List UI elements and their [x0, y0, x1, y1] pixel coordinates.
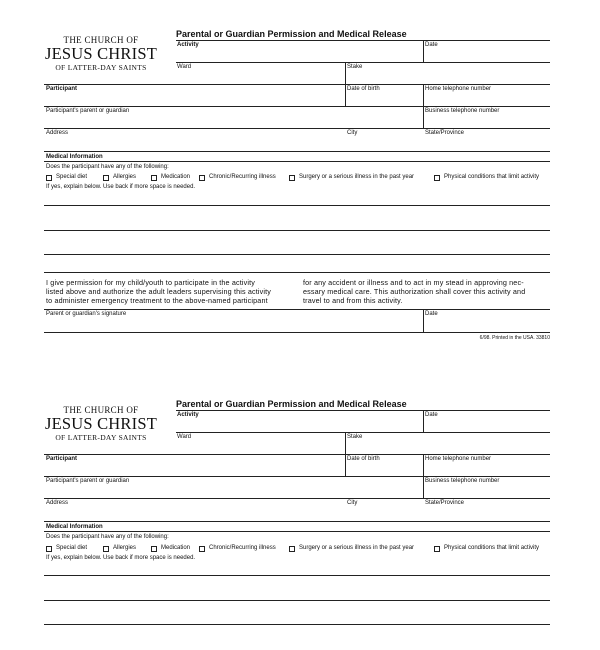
- checkbox[interactable]: [434, 175, 440, 181]
- logo-line-3: OF LATTER-DAY SAINTS: [55, 433, 147, 442]
- explain-note: If yes, explain below. Use back if more space is needed.: [46, 184, 196, 190]
- option-surgery[interactable]: [289, 174, 434, 181]
- option-allergies[interactable]: [103, 174, 151, 181]
- option-label: Medication: [161, 545, 191, 551]
- option-special-diet[interactable]: [46, 545, 103, 552]
- explain-line[interactable]: [44, 254, 550, 255]
- option-chronic-illness[interactable]: [199, 174, 289, 181]
- checkbox[interactable]: [151, 175, 157, 181]
- stake-field[interactable]: Stake: [347, 64, 363, 70]
- explain-line[interactable]: [44, 230, 550, 231]
- divider: [345, 62, 346, 84]
- divider: [345, 454, 346, 476]
- divider: [345, 432, 346, 454]
- business-phone-field[interactable]: Business telephone number: [425, 478, 500, 484]
- option-label: Medication: [161, 174, 191, 180]
- divider: [44, 161, 550, 162]
- divider: [423, 454, 424, 476]
- option-label: Physical conditions that limit activity: [444, 545, 540, 551]
- church-logo: [42, 405, 160, 442]
- permission-line: I give permission for my child/youth to participate in the activity: [46, 278, 255, 287]
- option-physical-conditions[interactable]: [434, 545, 539, 552]
- checkbox[interactable]: [434, 546, 440, 552]
- checkbox[interactable]: [151, 546, 157, 552]
- permission-line: travel to and from this activity.: [303, 296, 403, 306]
- medical-options: [46, 174, 539, 181]
- signature-date-field[interactable]: Date: [425, 311, 438, 317]
- divider: [44, 309, 550, 310]
- divider: [345, 84, 346, 106]
- activity-field[interactable]: Activity: [177, 412, 199, 418]
- checkbox[interactable]: [46, 175, 52, 181]
- divider: [44, 498, 550, 499]
- option-chronic-illness[interactable]: [199, 545, 289, 552]
- logo-line-1: THE CHURCH OF: [63, 405, 139, 415]
- date-of-birth-field[interactable]: Date of birth: [347, 456, 380, 462]
- explain-note: If yes, explain below. Use back if more space is needed.: [46, 555, 196, 561]
- checkbox[interactable]: [199, 546, 205, 552]
- address-field[interactable]: Address: [46, 130, 69, 136]
- logo-line-2: JESUS CHRIST: [45, 44, 157, 63]
- divider: [44, 332, 550, 333]
- activity-field[interactable]: Activity: [177, 42, 199, 48]
- checkbox[interactable]: [289, 175, 295, 181]
- option-label: Allergies: [113, 545, 137, 551]
- divider: [423, 309, 424, 332]
- participant-field[interactable]: Participant: [46, 456, 78, 462]
- medical-question: Does the participant have any of the following:: [46, 534, 169, 540]
- divider: [44, 128, 550, 129]
- option-label: Allergies: [113, 174, 137, 180]
- church-logo: [42, 35, 160, 72]
- medical-question: Does the participant have any of the following:: [46, 164, 169, 170]
- divider: [44, 84, 550, 85]
- checkbox[interactable]: [46, 546, 52, 552]
- explain-line[interactable]: [44, 600, 550, 601]
- city-field[interactable]: City: [347, 130, 358, 136]
- permission-text-right: [303, 278, 553, 306]
- parent-guardian-field[interactable]: Participant's parent or guardian: [46, 108, 130, 114]
- option-medication[interactable]: [151, 545, 199, 552]
- print-info: 6/98. Printed in the USA. 33810: [479, 335, 550, 341]
- divider: [176, 410, 550, 411]
- signature-field[interactable]: Parent or guardian's signature: [46, 311, 127, 317]
- divider: [423, 410, 424, 432]
- stake-field[interactable]: Stake: [347, 434, 363, 440]
- checkbox[interactable]: [289, 546, 295, 552]
- date-field[interactable]: Date: [425, 412, 438, 418]
- divider: [176, 62, 550, 63]
- form-title: Parental or Guardian Permission and Medical Release: [176, 29, 407, 39]
- home-phone-field[interactable]: Home telephone number: [425, 456, 492, 462]
- option-label: Special diet: [56, 545, 88, 551]
- option-label: Special diet: [56, 174, 88, 180]
- option-physical-conditions[interactable]: [434, 174, 539, 181]
- checkbox[interactable]: [103, 175, 109, 181]
- option-medication[interactable]: [151, 174, 199, 181]
- permission-line: essary medical care. This authorization shall cover this activity and: [303, 287, 526, 297]
- logo-line-1: THE CHURCH OF: [63, 35, 139, 45]
- option-label: Chronic/Recurring illness: [209, 174, 276, 180]
- home-phone-field[interactable]: Home telephone number: [425, 86, 492, 92]
- permission-line: listed above and authorize the adult leaders supervising this activity: [46, 287, 272, 297]
- state-province-field[interactable]: State/Province: [425, 130, 465, 136]
- checkbox[interactable]: [103, 546, 109, 552]
- medical-options: [46, 545, 539, 552]
- option-special-diet[interactable]: [46, 174, 103, 181]
- explain-line[interactable]: [44, 575, 550, 576]
- divider: [176, 40, 550, 41]
- explain-line[interactable]: [44, 205, 550, 206]
- city-field[interactable]: City: [347, 500, 358, 506]
- logo-line-2: JESUS CHRIST: [45, 414, 157, 433]
- divider: [44, 454, 550, 455]
- divider: [44, 476, 550, 477]
- divider: [423, 476, 424, 498]
- divider: [423, 84, 424, 106]
- divider: [423, 40, 424, 62]
- option-allergies[interactable]: [103, 545, 151, 552]
- permission-line: for any accident or illness and to act in my stead in approving nec-: [303, 278, 524, 287]
- divider: [176, 432, 550, 433]
- divider: [44, 272, 550, 273]
- divider: [44, 531, 550, 532]
- ward-field[interactable]: Ward: [177, 434, 192, 440]
- option-surgery[interactable]: [289, 545, 434, 552]
- divider: [44, 151, 550, 152]
- ward-field[interactable]: Ward: [177, 64, 192, 70]
- option-label: Surgery or a serious illness in the past year: [299, 545, 415, 551]
- medical-heading: Medical Information: [46, 524, 103, 530]
- address-field[interactable]: Address: [46, 500, 69, 506]
- option-label: Chronic/Recurring illness: [209, 545, 276, 551]
- date-field[interactable]: Date: [425, 42, 438, 48]
- explain-line[interactable]: [44, 624, 550, 625]
- date-of-birth-field[interactable]: Date of birth: [347, 86, 380, 92]
- medical-heading: Medical Information: [46, 154, 103, 160]
- participant-field[interactable]: Participant: [46, 86, 78, 92]
- divider: [44, 521, 550, 522]
- parent-guardian-field[interactable]: Participant's parent or guardian: [46, 478, 130, 484]
- state-province-field[interactable]: State/Province: [425, 500, 465, 506]
- business-phone-field[interactable]: Business telephone number: [425, 108, 500, 114]
- option-label: Physical conditions that limit activity: [444, 174, 540, 180]
- logo-line-3: OF LATTER-DAY SAINTS: [55, 63, 147, 72]
- divider: [44, 106, 550, 107]
- permission-text-left: [46, 278, 296, 306]
- checkbox[interactable]: [199, 175, 205, 181]
- permission-line: to administer emergency treatment to the above-named participant: [46, 296, 268, 306]
- divider: [423, 106, 424, 128]
- form-title: Parental or Guardian Permission and Medical Release: [176, 399, 407, 409]
- option-label: Surgery or a serious illness in the past year: [299, 174, 415, 180]
